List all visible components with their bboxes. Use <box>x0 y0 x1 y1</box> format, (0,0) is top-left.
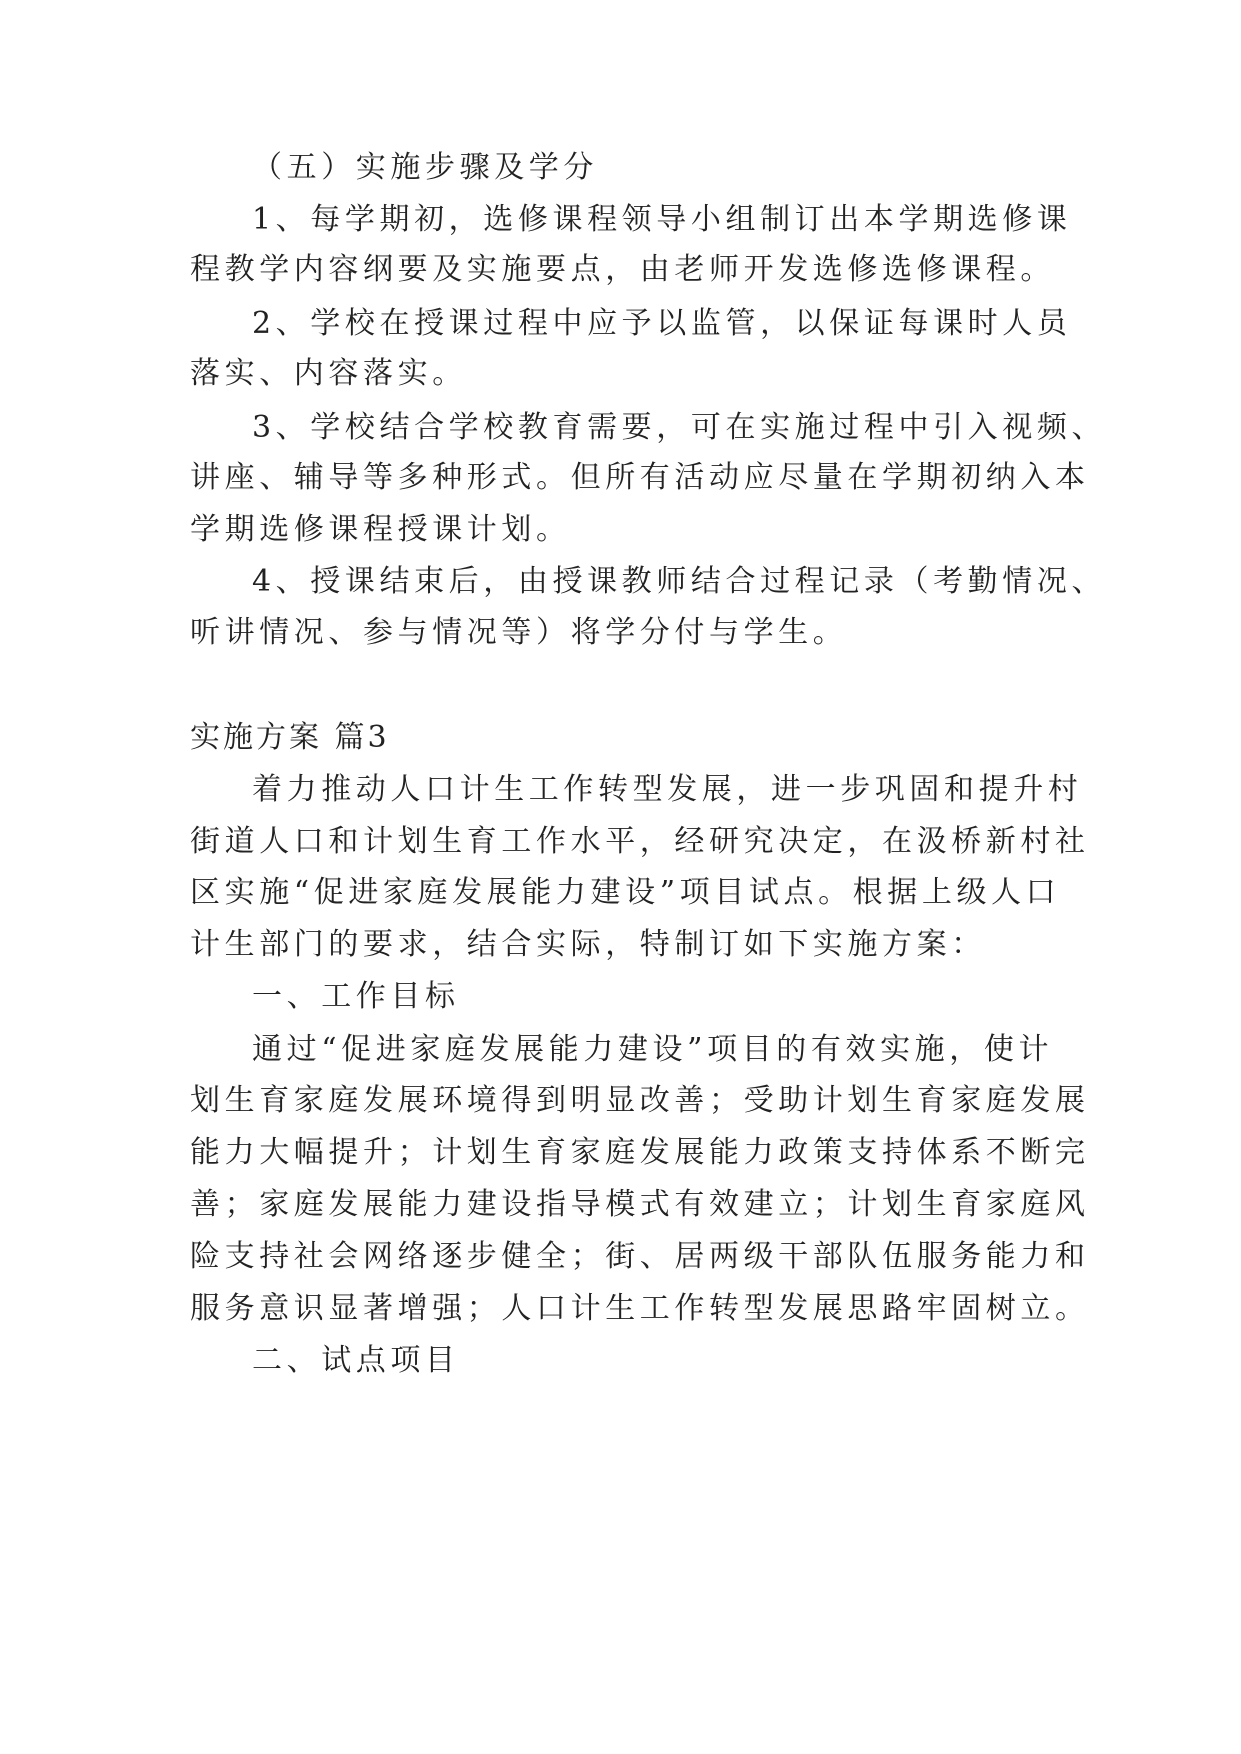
paragraph-line: 能力大幅提升；计划生育家庭发展能力政策支持体系不断完 <box>190 1135 1090 1170</box>
section-heading-implementation-steps: （五）实施步骤及学分 <box>252 150 598 185</box>
paragraph-line: 服务意识显著增强；人口计生工作转型发展思路牢固树立。 <box>190 1291 1090 1326</box>
paragraph-line: 计生部门的要求，结合实际，特制订如下实施方案： <box>190 927 986 962</box>
paragraph-line: 学期选修课程授课计划。 <box>190 512 571 547</box>
subheading-work-goals: 一、工作目标 <box>252 979 460 1014</box>
paragraph-line: 划生育家庭发展环境得到明显改善；受助计划生育家庭发展 <box>190 1083 1090 1118</box>
paragraph-line: 着力推动人口计生工作转型发展，进一步巩固和提升村 <box>252 772 1083 807</box>
paragraph-line: 善；家庭发展能力建设指导模式有效建立；计划生育家庭风 <box>190 1187 1090 1222</box>
paragraph-line: 2、学校在授课过程中应予以监管，以保证每课时人员 <box>252 306 1072 341</box>
paragraph-line: 3、学校结合学校教育需要，可在实施过程中引入视频、 <box>252 410 1107 445</box>
paragraph-line: 程教学内容纲要及实施要点，由老师开发选修选修课程。 <box>190 252 1055 287</box>
paragraph-line: 4、授课结束后，由授课教师结合过程记录（考勤情况、 <box>252 564 1107 599</box>
paragraph-line: 通过“促进家庭发展能力建设”项目的有效实施，使计 <box>252 1032 1054 1067</box>
paragraph-line: 区实施“促进家庭发展能力建设”项目试点。根据上级人口 <box>190 875 1061 910</box>
paragraph-line: 听讲情况、参与情况等）将学分付与学生。 <box>190 615 848 650</box>
paragraph-line: 险支持社会网络逐步健全；街、居两级干部队伍服务能力和 <box>190 1239 1090 1274</box>
paragraph-line: 1、每学期初，选修课程领导小组制订出本学期选修课 <box>252 202 1072 237</box>
section-title-plan-3: 实施方案 篇3 <box>190 720 390 755</box>
paragraph-line: 落实、内容落实。 <box>190 356 467 391</box>
paragraph-line: 街道人口和计划生育工作水平，经研究决定，在汲桥新村社 <box>190 824 1090 859</box>
subheading-pilot-projects: 二、试点项目 <box>252 1343 460 1378</box>
paragraph-line: 讲座、辅导等多种形式。但所有活动应尽量在学期初纳入本 <box>190 460 1090 495</box>
